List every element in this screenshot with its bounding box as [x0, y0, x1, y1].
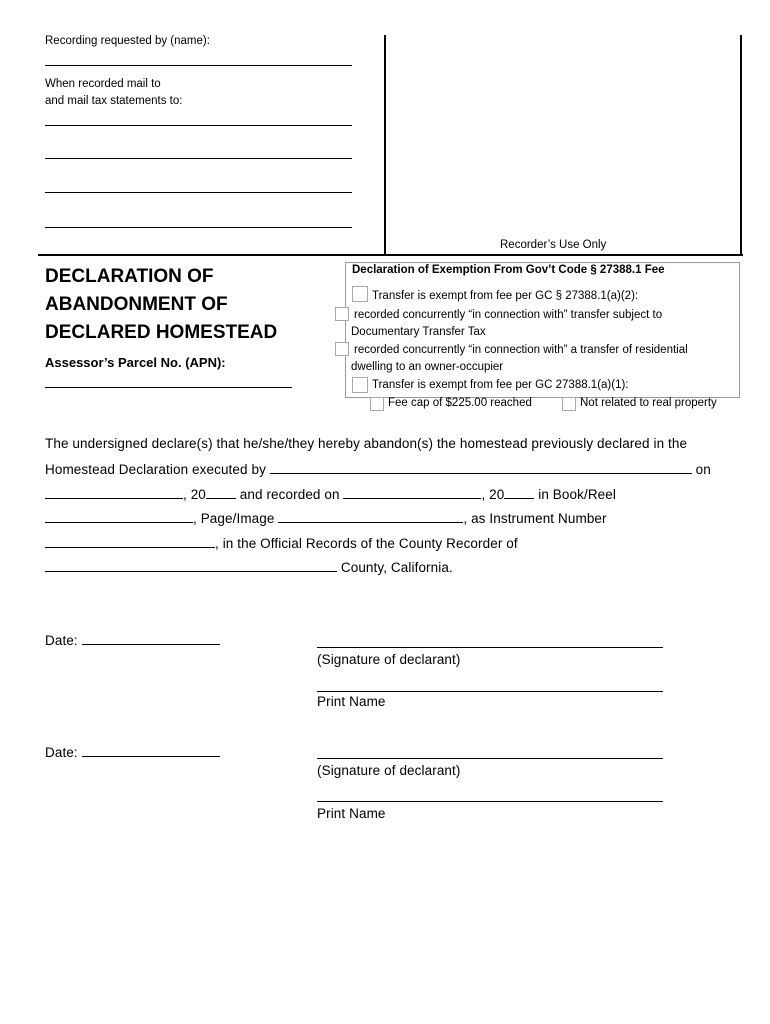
doc-title-line3: DECLARED HOMESTEAD — [45, 322, 278, 343]
concurrent-owner-label-1: recorded concurrently “in connection with” a transfer of residential — [354, 344, 688, 356]
exempt-a2-label: Transfer is exempt from fee per GC § 27388.1(a)(2): — [372, 290, 639, 302]
body-line-5 — [45, 535, 518, 551]
print-name-field-2[interactable] — [317, 801, 663, 802]
county-california-label: County, California. — [340, 560, 453, 575]
recorder-box-left-rule — [384, 35, 386, 255]
date-row-2 — [45, 744, 220, 760]
body-line-3 — [45, 486, 616, 502]
print-name-field-1[interactable] — [317, 691, 663, 692]
page-image-field[interactable] — [278, 510, 463, 523]
exempt-a2-checkbox[interactable] — [352, 286, 368, 302]
recorders-use-only-label: Recorder’s Use Only — [500, 239, 607, 251]
exemption-heading: Declaration of Exemption From Gov’t Code § 27388.1 Fee — [352, 264, 665, 276]
signature-label-2: (Signature of declarant) — [317, 763, 461, 778]
mail-address-field-4[interactable] — [45, 227, 352, 228]
doc-title-line1: DECLARATION OF — [45, 266, 214, 287]
not-real-property-checkbox[interactable] — [562, 397, 576, 411]
date-field-1[interactable] — [82, 632, 220, 645]
recording-requested-label: Recording requested by (name): — [45, 35, 210, 47]
page-image-label: , Page/Image — [193, 511, 275, 526]
mail-address-field-3[interactable] — [45, 192, 352, 193]
instrument-number-label: , as Instrument Number — [463, 511, 607, 526]
concurrent-owner-checkbox[interactable] — [335, 342, 349, 356]
mail-to-label-line1: When recorded mail to — [45, 78, 161, 90]
body-line-2 — [45, 461, 711, 477]
exempt-a1-label: Transfer is exempt from fee per GC 27388.1(a)(1): — [372, 379, 629, 391]
apn-field[interactable] — [45, 387, 292, 388]
concurrent-dtt-checkbox[interactable] — [335, 307, 349, 321]
recorder-box-right-rule — [740, 35, 742, 256]
signature-label-1: (Signature of declarant) — [317, 652, 461, 667]
recorded-year-field[interactable] — [504, 486, 534, 499]
print-name-label-1: Print Name — [317, 694, 386, 709]
header-divider — [38, 254, 743, 256]
body-line-6 — [45, 559, 453, 575]
executed-by-label: Homestead Declaration executed by — [45, 462, 266, 477]
county-field[interactable] — [45, 559, 337, 572]
book-reel-label: in Book/Reel — [538, 487, 616, 502]
recorded-on-label: and recorded on — [239, 487, 340, 502]
date-row-1 — [45, 632, 220, 648]
executed-date-field[interactable] — [45, 486, 183, 499]
apn-label: Assessor’s Parcel No. (APN): — [45, 355, 226, 370]
official-records-label: , in the Official Records of the County Recorder of — [215, 536, 518, 551]
year-prefix-1: , 20 — [183, 487, 206, 502]
mail-to-label-line2: and mail tax statements to: — [45, 95, 183, 107]
date-label-2: Date: — [45, 745, 78, 760]
not-real-property-label: Not related to real property — [580, 397, 717, 409]
fee-cap-checkbox[interactable] — [370, 397, 384, 411]
date-field-2[interactable] — [82, 744, 220, 757]
signature-field-2[interactable] — [317, 758, 663, 759]
mail-address-field-2[interactable] — [45, 158, 352, 159]
instrument-number-field[interactable] — [45, 535, 215, 548]
mail-address-field-1[interactable] — [45, 125, 352, 126]
executed-year-field[interactable] — [206, 486, 236, 499]
signature-field-1[interactable] — [317, 647, 663, 648]
concurrent-dtt-label-1: recorded concurrently “in connection with” transfer subject to — [354, 309, 663, 321]
body-line-1: The undersigned declare(s) that he/she/they hereby abandon(s) the homestead previously declared in the — [45, 436, 688, 451]
executed-by-field[interactable] — [270, 461, 692, 474]
doc-title-line2: ABANDONMENT OF — [45, 294, 228, 315]
print-name-label-2: Print Name — [317, 806, 386, 821]
date-label-1: Date: — [45, 633, 78, 648]
fee-cap-label: Fee cap of $225.00 reached — [388, 397, 532, 409]
concurrent-dtt-label-2: Documentary Transfer Tax — [351, 326, 486, 338]
body-line-4 — [45, 510, 607, 526]
exempt-a1-checkbox[interactable] — [352, 377, 368, 393]
recorded-date-field[interactable] — [343, 486, 481, 499]
concurrent-owner-label-2: dwelling to an owner-occupier — [351, 361, 504, 373]
year-prefix-2: , 20 — [481, 487, 505, 502]
book-reel-field[interactable] — [45, 510, 193, 523]
recording-requested-field[interactable] — [45, 65, 352, 66]
on-label: on — [695, 462, 711, 477]
